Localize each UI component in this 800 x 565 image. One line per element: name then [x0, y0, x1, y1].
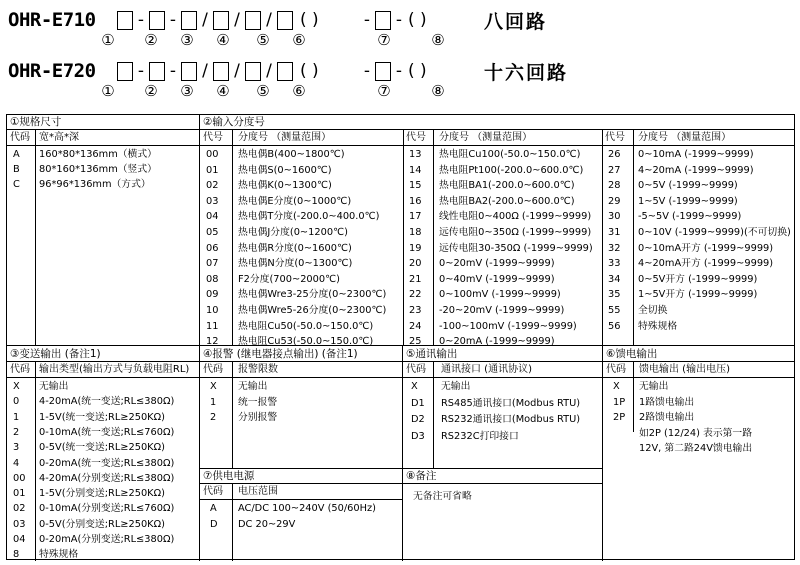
table-row: 04 0-20mA(分别变送;RL≤380Ω)	[13, 534, 175, 545]
table-row: 19 远传电阻30-350Ω (-1999~9999)	[409, 242, 593, 254]
table-row: 07 热电偶N分度(0~1300℃)	[206, 258, 353, 270]
section-feed	[603, 347, 794, 561]
table-row: X 无输出	[411, 381, 471, 392]
section-title: ②输入分度号	[200, 115, 794, 130]
table-row: 30 -5~5V (-1999~9999)	[608, 211, 742, 223]
section-title: ③变送输出 (备注1)	[7, 347, 199, 362]
table-row: 8 特殊规格	[13, 549, 79, 561]
table-row: 03 0-5V(分别变送;RL≥250KΩ)	[13, 518, 165, 530]
table-row: 4 0-20mA(统一变送;RL≤380Ω)	[13, 457, 175, 469]
table-row: 33 4~20mA开方 (-1999~9999)	[608, 258, 774, 270]
code-box	[117, 62, 133, 81]
table-row: 20 0~20mV (-1999~9999)	[409, 258, 555, 270]
model-name: OHR-E710	[8, 9, 96, 31]
section-comm	[403, 347, 602, 468]
model-suffix: 八回路	[484, 10, 548, 33]
table-row: 34 0~5V开方 (-1999~9999)	[608, 273, 758, 285]
input-column-2	[403, 130, 602, 348]
table-row: 24 -100~100mV (-1999~9999)	[409, 320, 577, 332]
table-header: 代码 输出类型(输出方式与负载电阻RL)	[10, 364, 190, 375]
code-box	[375, 62, 391, 81]
table-row: 1 1-5V(统一变送;RL≥250KΩ)	[13, 411, 165, 423]
table-row: 11 热电阻Cu50(-50.0~150.0℃)	[206, 320, 374, 332]
section-title: ⑤通讯输出	[403, 347, 602, 362]
input-column-1	[200, 130, 403, 348]
table-header: 代码 报警限数	[203, 364, 278, 375]
table-row: A 160*80*136mm（横式）	[13, 149, 157, 160]
table-row: 56 特殊规格	[608, 320, 678, 332]
table-row: 27 4~20mA (-1999~9999)	[608, 164, 754, 176]
table-row: 12 热电阻Cu53(-50.0~150.0℃)	[206, 336, 374, 348]
table-row: 02 热电偶K(0~1300℃)	[206, 180, 332, 192]
table-row: 03 热电偶E分度(0~1000℃)	[206, 195, 352, 207]
table-row: 0 4-20mA(统一变送;RL≤380Ω)	[13, 396, 175, 408]
table-row: C 96*96*136mm（方式）	[13, 179, 151, 190]
table-row: 14 热电阻Pt100(-200.0~600.0℃)	[409, 164, 584, 176]
table-row: 3 0-5V(统一变送;RL≥250KΩ)	[13, 442, 165, 454]
section-size	[7, 115, 199, 345]
table-row: 2 分别报警	[210, 412, 278, 423]
code-box	[245, 11, 261, 30]
table-row: 05 热电偶J分度(0~1200℃)	[206, 227, 348, 238]
spec-table	[6, 114, 795, 560]
table-row: 17 线性电阻0~400Ω (-1999~9999)	[409, 211, 592, 223]
table-row: 15 热电阻BA1(-200.0~600.0℃)	[409, 180, 575, 192]
table-row: X 无输出	[613, 381, 669, 392]
table-row: D2 RS232通讯接口(Modbus RTU)	[411, 414, 581, 425]
code-paren: ( )	[408, 61, 427, 81]
section-note	[403, 469, 602, 561]
table-row: 23 -20~20mV (-1999~9999)	[409, 305, 565, 316]
section-input	[200, 115, 794, 348]
table-row: 如2P (12/24) 表示第一路	[639, 427, 753, 439]
table-row: 29 1~5V (-1999~9999)	[608, 195, 738, 207]
table-row: 09 热电偶Wre3-25分度(0~2300℃)	[206, 289, 387, 301]
code-box	[117, 11, 133, 30]
code-box	[149, 11, 165, 30]
table-row: 21 0~40mV (-1999~9999)	[409, 273, 555, 285]
table-row: 55 全切换	[608, 305, 668, 316]
code-box	[375, 11, 391, 30]
model-line-e710: OHR-E710 - - / / / ( ) - - ( ) 八回路	[8, 7, 547, 33]
model-line-e720: OHR-E720 - - / / / ( ) - - ( ) 十六回路	[8, 58, 568, 84]
code-box	[277, 62, 293, 81]
table-row: 22 0~100mV (-1999~9999)	[409, 289, 561, 301]
section-power	[200, 469, 402, 561]
table-row: D DC 20~29V	[210, 519, 296, 530]
code-box	[245, 62, 261, 81]
table-row: 35 1~5V开方 (-1999~9999)	[608, 289, 758, 301]
table-row: 04 热电偶T分度(-200.0~400.0℃)	[206, 211, 380, 223]
code-box	[181, 62, 197, 81]
model-suffix: 十六回路	[484, 61, 569, 84]
code-box	[213, 11, 229, 30]
table-row: 31 0~10V (-1999~9999)(不可切换)	[608, 227, 791, 238]
code-box	[181, 11, 197, 30]
table-row: 00 热电偶B(400~1800℃)	[206, 149, 345, 160]
code-paren: ( )	[300, 61, 319, 81]
code-box	[213, 62, 229, 81]
table-row: 00 4-20mA(分别变送;RL≤380Ω)	[13, 472, 175, 484]
table-row: 10 热电偶Wre5-26分度(0~2300℃)	[206, 305, 387, 316]
table-row: X 无输出	[13, 381, 69, 392]
table-header: 代号 分度号 （测量范围）	[406, 132, 533, 143]
table-row: 2 0-10mA(统一变送;RL≤760Ω)	[13, 426, 175, 438]
code-paren: ( )	[300, 10, 319, 30]
section-title: ④报警 (继电器接点输出) (备注1)	[200, 347, 402, 362]
table-header: 代码 馈电输出 (输出电压)	[606, 364, 730, 375]
table-row: 16 热电阻BA2(-200.0~600.0℃)	[409, 195, 575, 207]
table-row: 06 热电偶R分度(0~1600℃)	[206, 242, 352, 254]
section-title: ⑥馈电输出	[603, 347, 794, 362]
table-row: 1 统一报警	[210, 396, 278, 408]
table-row: D3 RS232C打印接口	[411, 430, 519, 442]
section-alarm	[200, 347, 402, 468]
model-name: OHR-E720	[8, 60, 96, 82]
table-header: 代号 分度号 （测量范围）	[605, 132, 732, 143]
table-header: 代号 分度号 （测量范围）	[203, 132, 332, 143]
table-row: 1P 1路馈电输出	[613, 396, 695, 408]
table-header: 代码 通讯接口 (通讯协议)	[406, 364, 532, 375]
table-row: 01 热电偶S(0~1600℃)	[206, 164, 332, 176]
section-title: ①规格尺寸	[7, 115, 199, 130]
code-paren: ( )	[408, 10, 427, 30]
table-header: 代码 宽*高*深	[10, 132, 79, 143]
table-row: 12V, 第二路24V馈电输出	[639, 443, 753, 454]
table-row: 02 0-10mA(分别变送;RL≤760Ω)	[13, 503, 175, 515]
table-row: 01 1-5V(分别变送;RL≥250KΩ)	[13, 488, 165, 500]
table-row: 25 0~20mA (-1999~9999)	[409, 336, 555, 348]
table-row: 18 远传电阻0~350Ω (-1999~9999)	[409, 227, 592, 238]
table-row: 32 0~10mA开方 (-1999~9999)	[608, 242, 774, 254]
table-row: D1 RS485通讯接口(Modbus RTU)	[411, 397, 581, 409]
table-row: 08 F2分度(700~2000℃)	[206, 273, 340, 285]
section-title: ⑧备注	[403, 469, 602, 484]
section-title: ⑦供电电源	[200, 469, 402, 484]
table-row: 28 0~5V (-1999~9999)	[608, 180, 738, 192]
input-column-3	[602, 130, 794, 345]
note-text: 无备注可省略	[413, 491, 472, 502]
table-row: A AC/DC 100~240V (50/60Hz)	[210, 503, 376, 514]
code-box	[277, 11, 293, 30]
code-box	[149, 62, 165, 81]
table-row: 2P 2路馈电输出	[613, 412, 695, 423]
table-row: 26 0~10mA (-1999~9999)	[608, 149, 754, 160]
table-header: 代码 电压范围	[203, 486, 278, 497]
section-transmit	[7, 347, 199, 561]
table-row: B 80*160*136mm（竖式）	[13, 164, 157, 175]
table-row: X 无输出	[210, 381, 268, 392]
table-row: 13 热电阻Cu100(-50.0~150.0℃)	[409, 149, 581, 160]
